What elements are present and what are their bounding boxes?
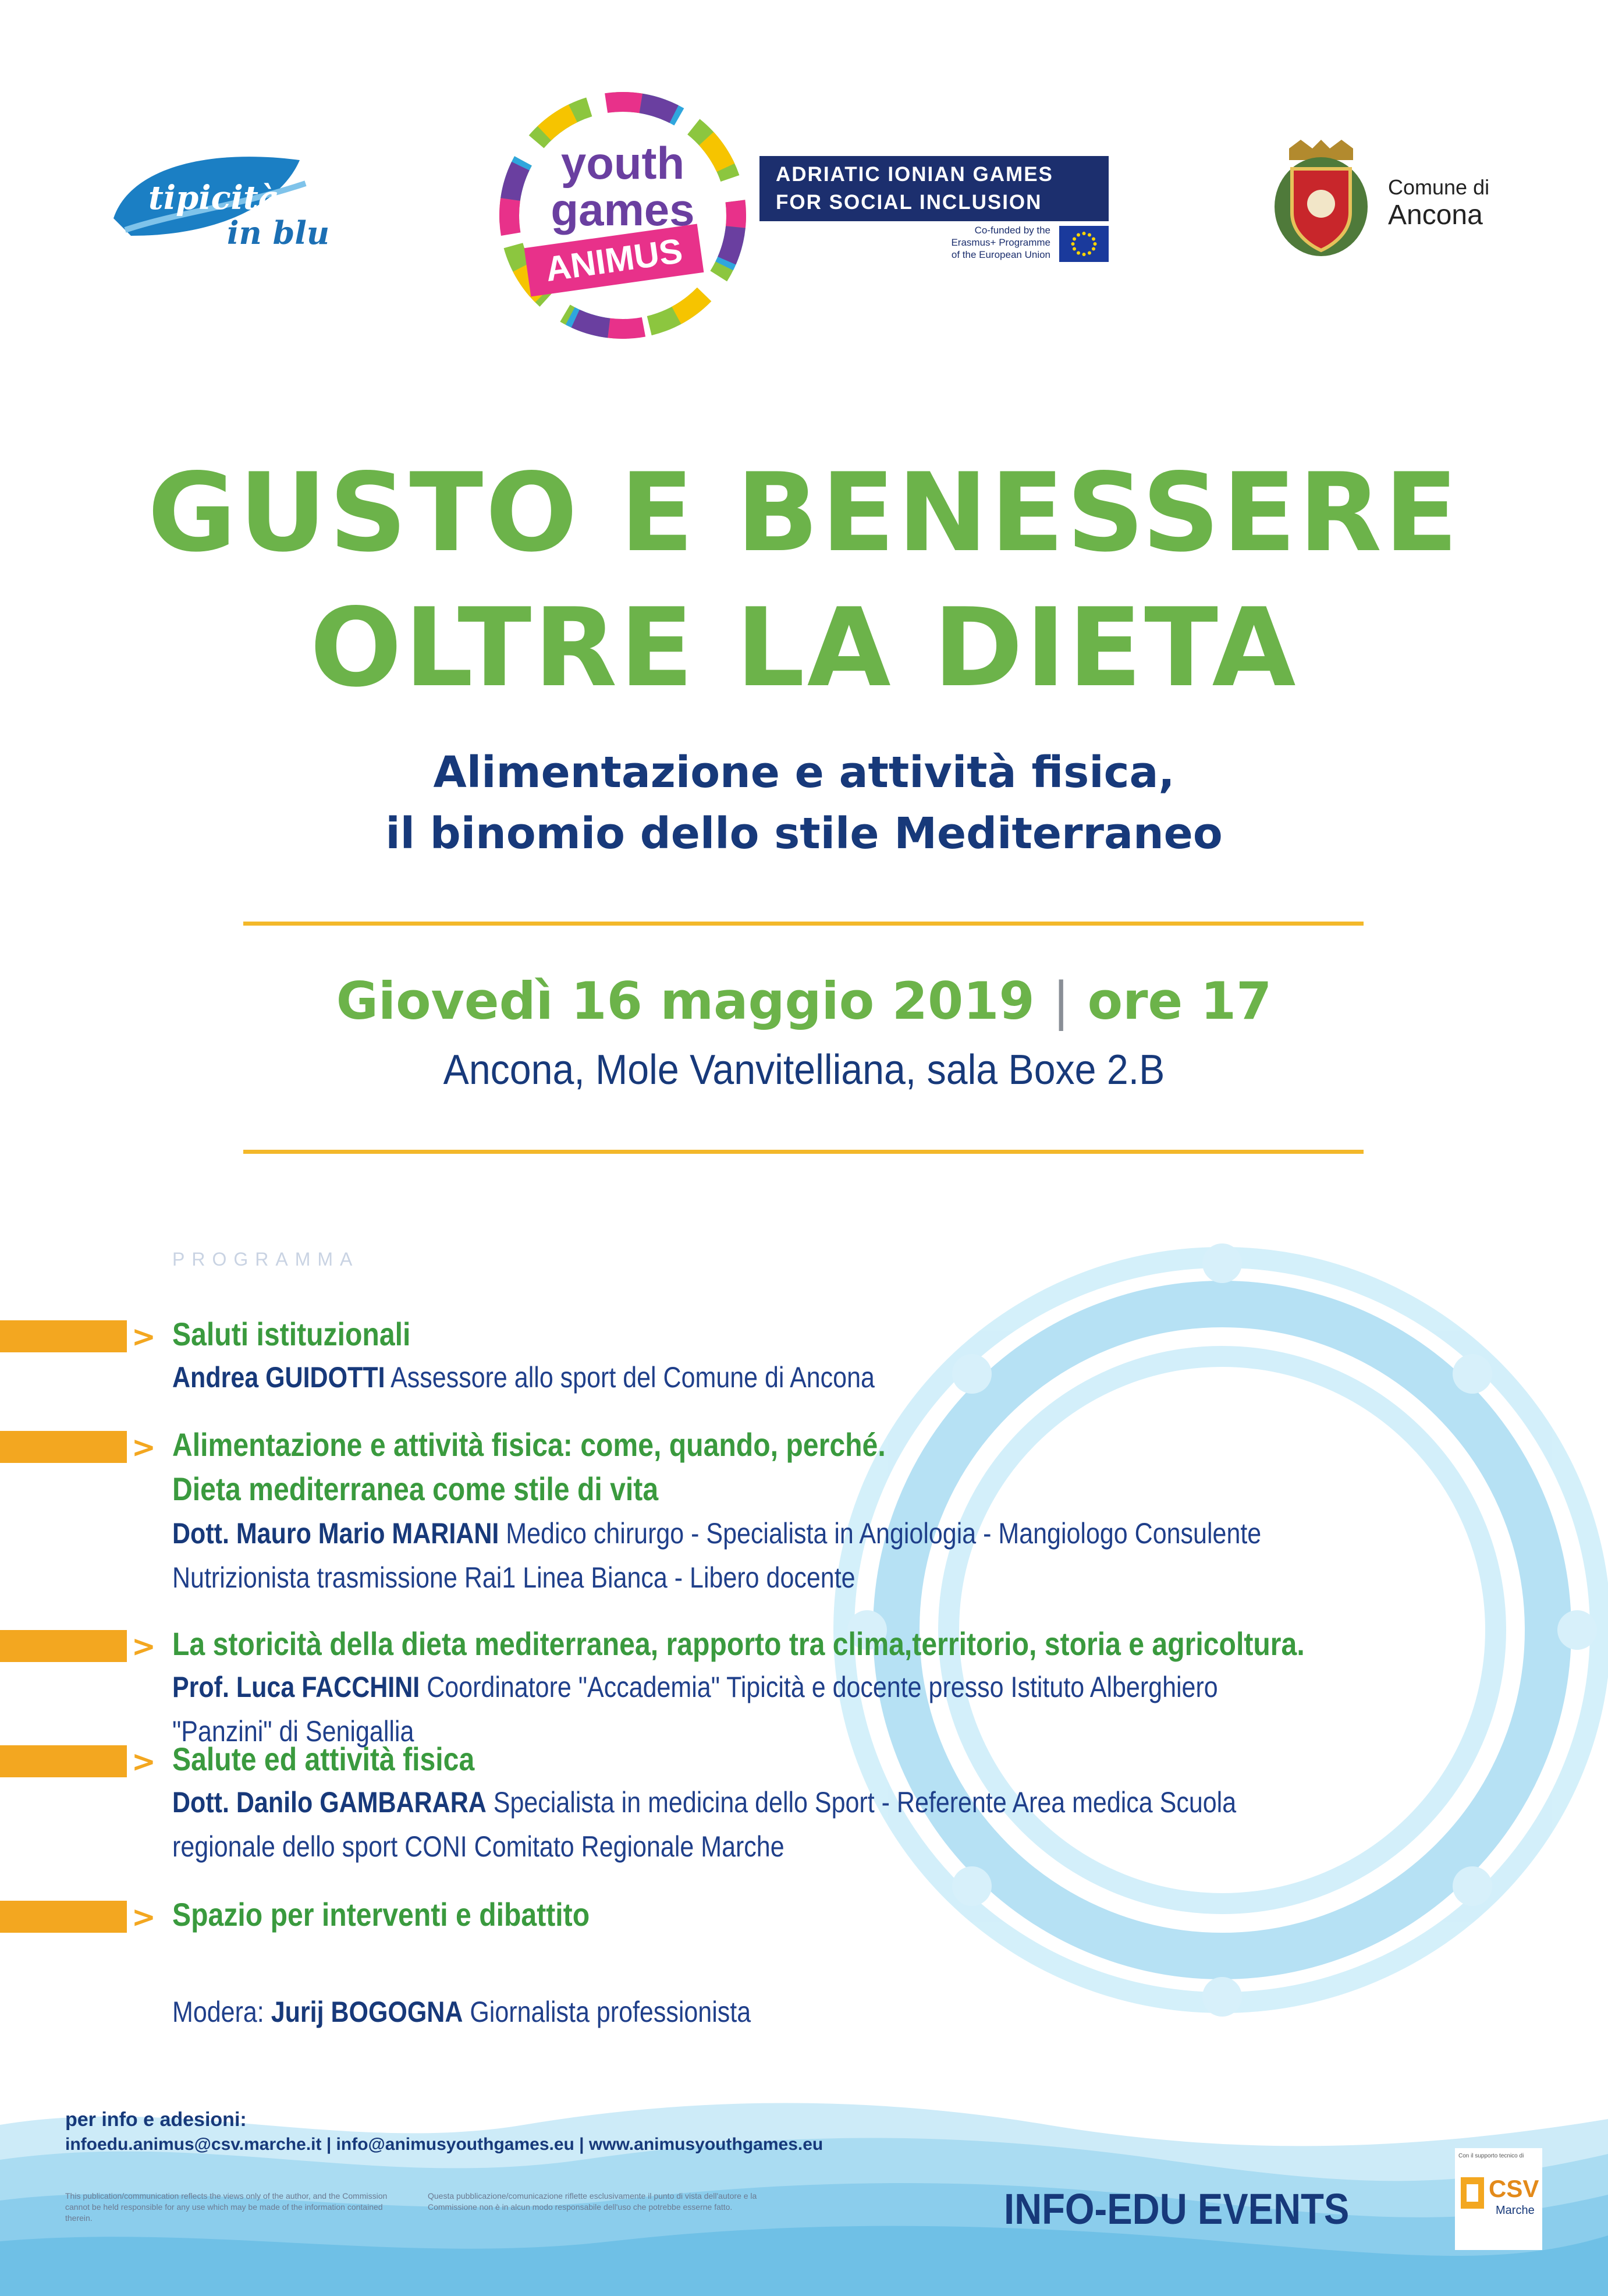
event-subtitle <box>0 742 1608 864</box>
event-date-time <box>0 969 1608 1033</box>
csv-region: Marche <box>1496 2204 1535 2217</box>
program-item-title: Alimentazione e attività fisica: come, quando, perché. <box>172 1426 886 1463</box>
speaker-role: Assessore allo sport del Comune di Ancona <box>385 1361 875 1394</box>
chevron-right-icon: > <box>132 1430 156 1464</box>
erasmus-cofunded-text <box>934 224 1050 261</box>
program-item-tab <box>0 1745 127 1777</box>
games-word: games <box>551 184 695 235</box>
speaker-name: Dott. Danilo GAMBARARA <box>172 1786 487 1819</box>
event-time: ore 17 <box>1087 971 1272 1031</box>
comune-di-ancona-label <box>1388 175 1489 231</box>
cofunded-line-2: Erasmus+ Programme <box>951 237 1050 248</box>
title-line-1: GUSTO E BENESSERE <box>147 449 1461 576</box>
moderator-name: Jurij BOGOGNA <box>271 1996 463 2028</box>
date-separator: | <box>1052 971 1070 1031</box>
adriatic-ionian-games-banner <box>759 156 1109 221</box>
csv-caption: Con il supporto tecnico di <box>1458 2153 1524 2159</box>
event-title <box>0 445 1608 715</box>
program-item-speaker-line <box>172 1511 1304 1600</box>
contact-label: per info e adesioni: <box>65 2109 247 2131</box>
program-item-title: Saluti istituzionali <box>172 1316 411 1352</box>
csv-marche-logo <box>1455 2148 1542 2250</box>
youth-word: youth <box>560 137 685 189</box>
moderator-role: Giornalista professionista <box>463 1996 751 2028</box>
youth-games-animus-logo <box>489 82 757 349</box>
people-wreath-decoration <box>803 1188 1608 2049</box>
program-item-tab <box>0 1630 127 1662</box>
subtitle-line-1: Alimentazione e attività fisica, <box>433 747 1175 798</box>
program-item-title: La storicità della dieta mediterranea, rapporto tra clima,territorio, storia e agricoltura. <box>172 1625 1305 1662</box>
cofunded-line-1: Co-funded by the <box>974 225 1050 236</box>
program-item-tab <box>0 1320 127 1352</box>
ancona-crest-icon <box>1266 137 1376 259</box>
eu-flag-icon <box>1059 226 1109 262</box>
moderator-line <box>172 1990 751 2034</box>
speaker-name: Dott. Mauro Mario MARIANI <box>172 1517 499 1550</box>
speaker-name: Prof. Luca FACCHINI <box>172 1671 420 1703</box>
contact-emails-website[interactable]: infoedu.animus@csv.marche.it | info@animusyouthgames.eu | www.animusyouthgames.eu <box>65 2135 823 2154</box>
program-item-title: Spazio per interventi e dibattito <box>172 1896 590 1933</box>
chevron-right-icon: > <box>132 1900 156 1934</box>
program-label: PROGRAMMA <box>172 1249 360 1270</box>
program-item-speaker-line <box>172 1780 1304 1869</box>
event-date: Giovedì 16 maggio 2019 <box>336 971 1035 1031</box>
divider-bottom <box>243 1150 1364 1154</box>
tipicita-word: tipicità <box>148 179 280 217</box>
animus-badge: ANIMUS <box>524 224 704 297</box>
chevron-right-icon: > <box>132 1745 156 1778</box>
csv-name: CSV <box>1489 2175 1539 2202</box>
ancona-text: Ancona <box>1388 200 1483 231</box>
speaker-role: Specialista in medicina dello Sport - Referente Area medica Scuola regionale dello sport CONI Comitato Regionale Marche <box>172 1786 1237 1863</box>
chevron-right-icon: > <box>132 1629 156 1663</box>
program-item-tab <box>0 1431 127 1463</box>
speaker-role: Coordinatore "Accademia" Tipicità e docente presso Istituto Alberghiero "Panzini" di Senigallia <box>172 1671 1218 1748</box>
comune-di-text: Comune di <box>1388 175 1490 199</box>
title-line-2: OLTRE LA DIETA <box>310 584 1298 711</box>
event-venue: Ancona, Mole Vanvitelliana, sala Boxe 2.B <box>443 1047 1165 1093</box>
program-item-speaker-line <box>172 1355 1304 1399</box>
moderator-label: Modera: <box>172 1996 271 2028</box>
banner-line-2: FOR SOCIAL INCLUSION <box>776 191 1042 214</box>
speaker-role: Medico chirurgo - Specialista in Angiologia - Mangiologo Consulente Nutrizionista trasmissione Rai1 Linea Bianca - Libero docente <box>172 1517 1262 1594</box>
program-item-tab <box>0 1901 127 1933</box>
speaker-name: Andrea GUIDOTTI <box>172 1361 385 1394</box>
program-item-title-line-2: Dieta mediterranea come stile di vita <box>172 1471 659 1507</box>
banner-line-1: ADRIATIC IONIAN GAMES <box>776 163 1053 186</box>
csv-mark-icon <box>1460 2176 1486 2211</box>
program-item-title: Salute ed attività fisica <box>172 1741 475 1777</box>
info-edu-events-label: INFO-EDU EVENTS <box>1004 2185 1350 2233</box>
chevron-right-icon: > <box>132 1320 156 1353</box>
cofunded-line-3: of the European Union <box>951 249 1050 260</box>
tipicita-in-blu-logo <box>108 148 340 259</box>
disclaimer-italian: Questa pubblicazione/comunicazione riflette esclusivamente il punto di vista dell'autore e la Commissione non è in alcun modo responsabile dell'uso che potrebbe esserne fatto. <box>428 2191 757 2212</box>
divider-top <box>243 922 1364 926</box>
subtitle-line-2: il binomio dello stile Mediterraneo <box>385 809 1223 859</box>
disclaimer-english: This publication/communication reflects the views only of the author, and the Commission cannot be held responsible for any use which may be made of the information contained therein. <box>65 2191 388 2223</box>
in-blu-word: in blu <box>227 214 330 251</box>
